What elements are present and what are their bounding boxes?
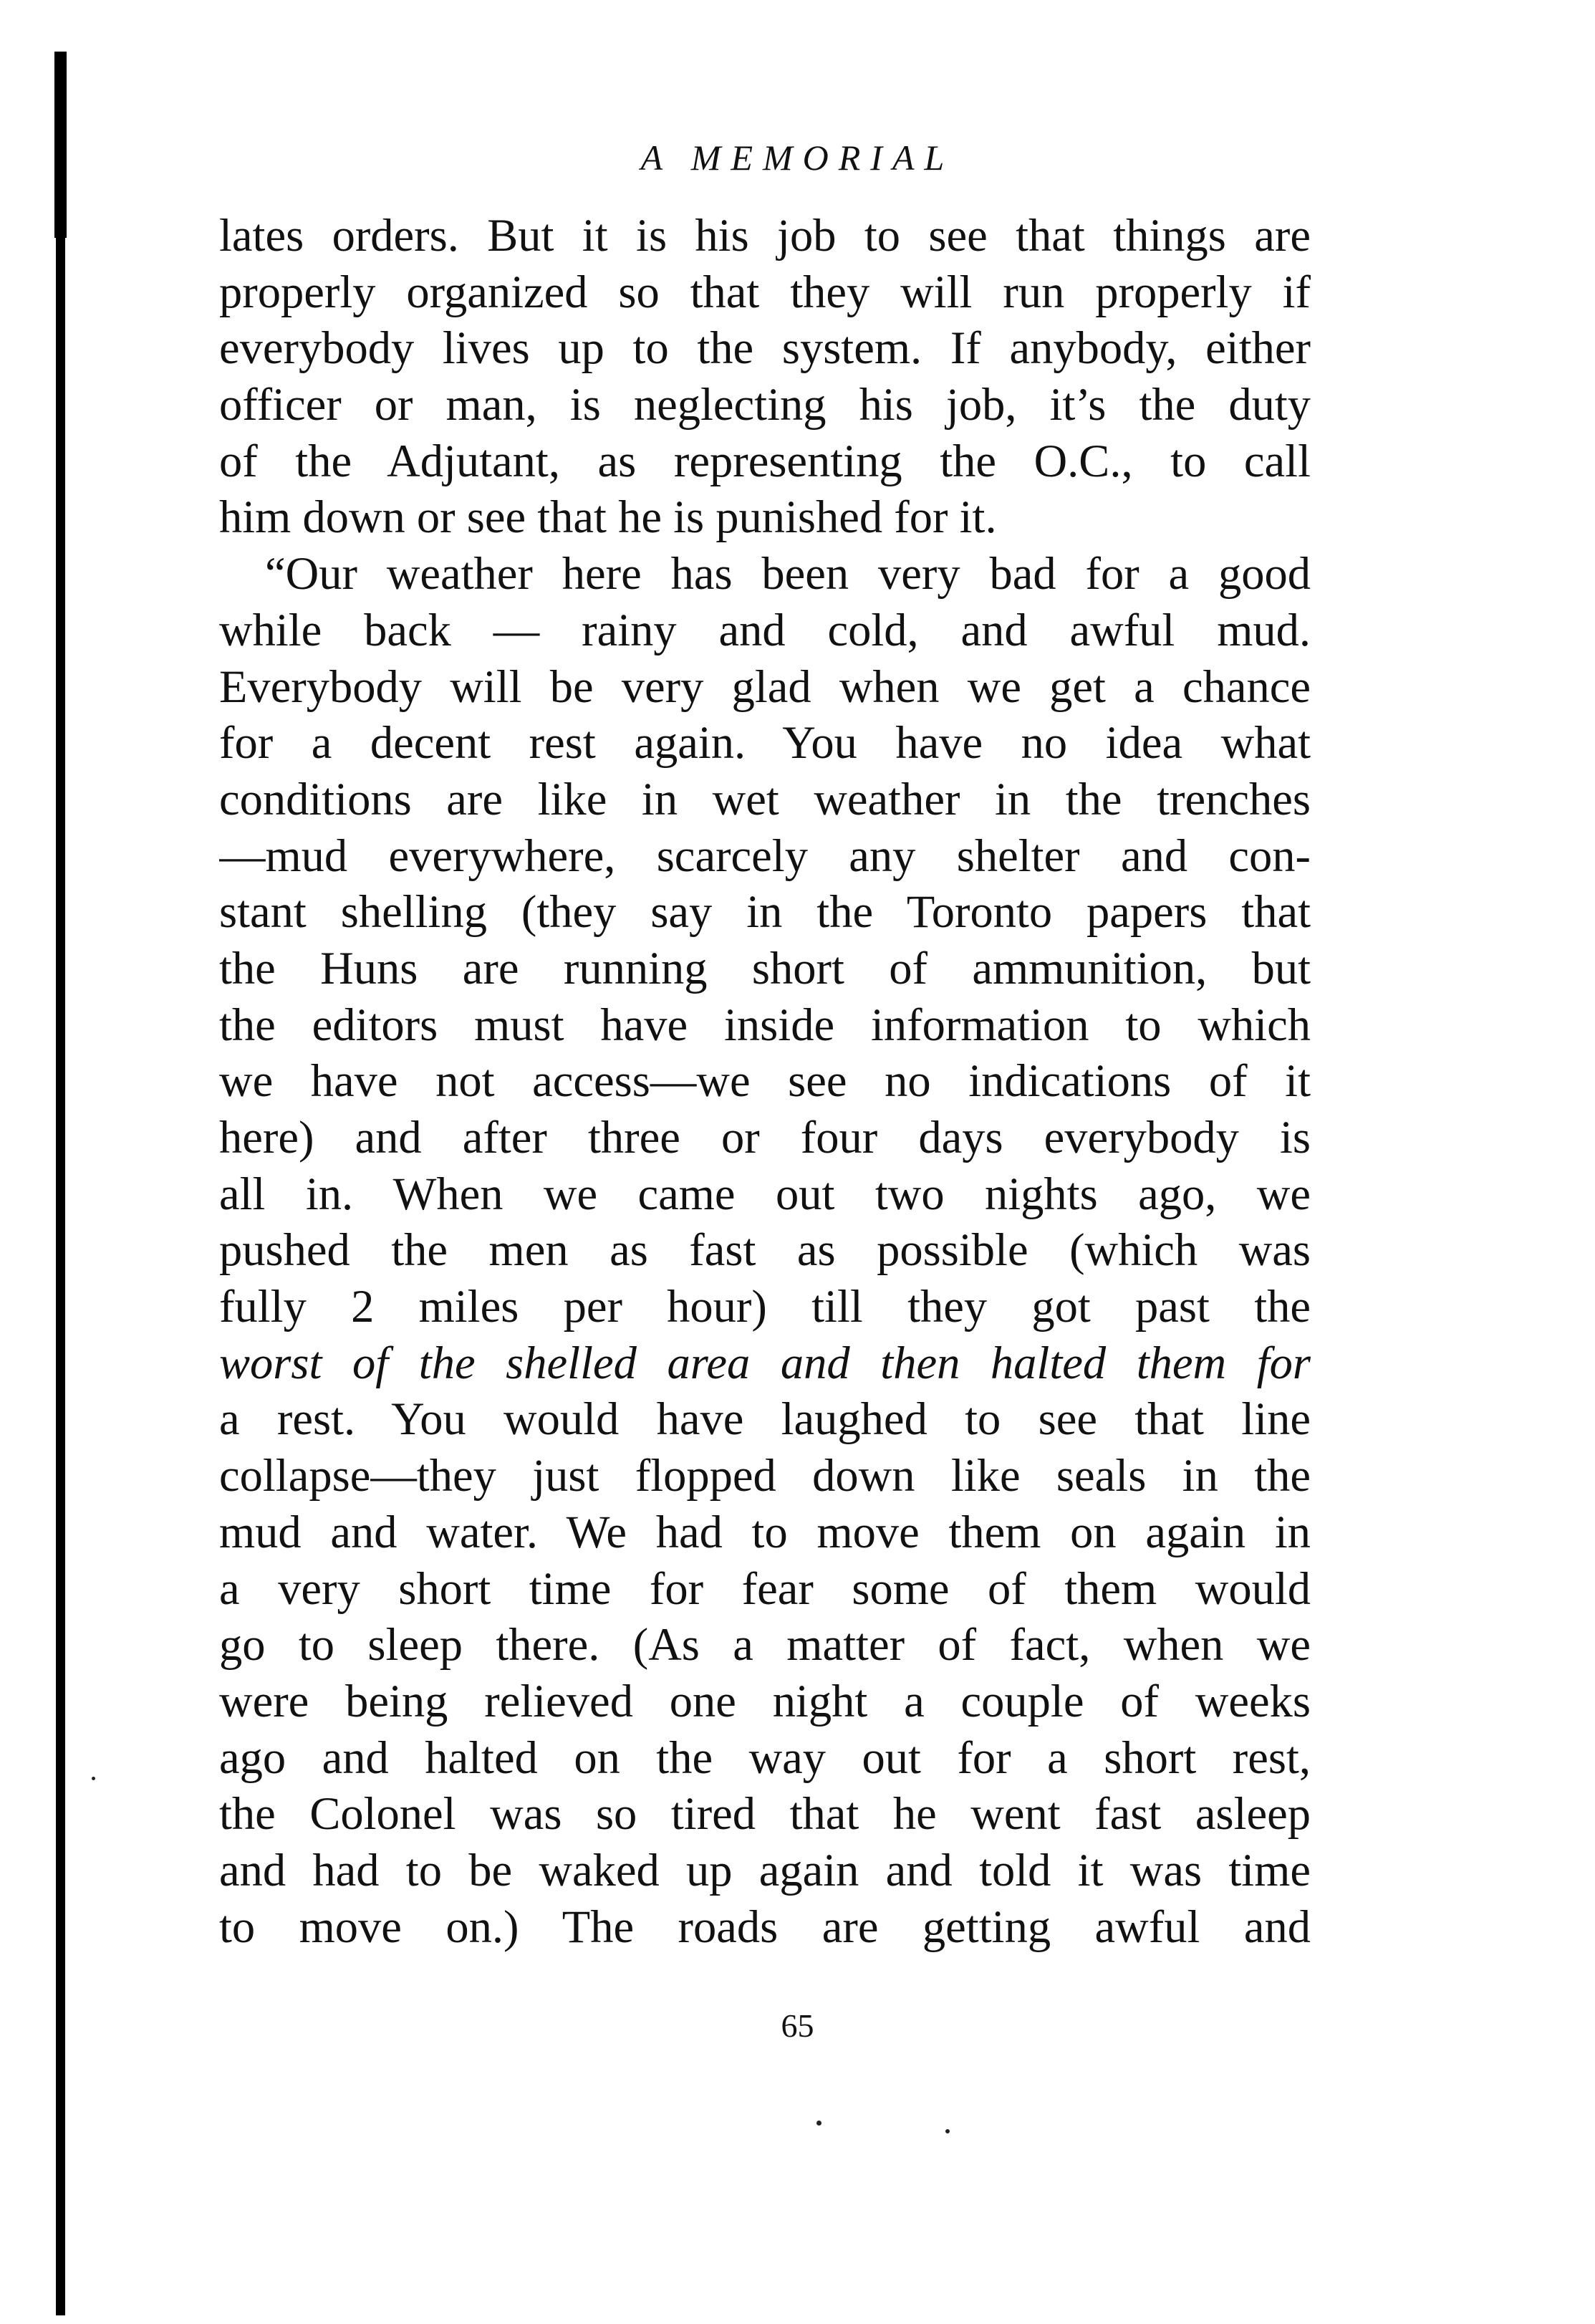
text-line: pushed the men as fast as possible (which was: [219, 1224, 1311, 1276]
text-line: a rest. You would have laughed to see that line: [219, 1393, 1311, 1445]
text-line: and had to be waked up again and told it was time: [219, 1844, 1311, 1896]
text-line: all in. When we came out two nights ago, we: [219, 1168, 1311, 1219]
text-line: go to sleep there. (As a matter of fact, when we: [219, 1619, 1311, 1671]
text-line: the Huns are running short of ammunition, but: [219, 942, 1311, 994]
text-line: worst of the shelled area and then halted them for: [219, 1337, 1311, 1388]
text-line: the Colonel was so tired that he went fast asleep: [219, 1788, 1311, 1840]
text-line: of the Adjutant, as representing the O.C., to call: [219, 435, 1311, 486]
scan-speck: [945, 2129, 950, 2133]
text-line: officer or man, is neglecting his job, it’s the duty: [219, 379, 1311, 431]
text-line: properly organized so that they will run properly if: [219, 266, 1311, 317]
scan-speck: [92, 1777, 95, 1780]
text-line: we have not access—we see no indications of it: [219, 1055, 1311, 1107]
text-line: here) and after three or four days everybody is: [219, 1112, 1311, 1163]
text-line: while back — rainy and cold, and awful mud.: [219, 604, 1311, 656]
text-line: mud and water. We had to move them on again in: [219, 1506, 1311, 1557]
text-line: lates orders. But it is his job to see that things are: [219, 210, 1311, 261]
text-line: were being relieved one night a couple of weeks: [219, 1675, 1311, 1727]
page-number: 65: [781, 2007, 814, 2044]
text-line: to move on.) The roads are getting awful and: [219, 1901, 1311, 1952]
text-line: “Our weather here has been very bad for a good: [265, 548, 1311, 600]
text-line: Everybody will be very glad when we get a chance: [219, 661, 1311, 712]
text-line: collapse—they just flopped down like seals in the: [219, 1450, 1311, 1502]
scan-speck: [816, 2121, 821, 2126]
text-line: conditions are like in wet weather in the trenches: [219, 773, 1311, 825]
text-line: him down or see that he is punished for it.: [219, 491, 997, 543]
text-line: for a decent rest again. You have no idea what: [219, 717, 1311, 769]
text-line: everybody lives up to the system. If anybody, either: [219, 322, 1311, 374]
text-line: ago and halted on the way out for a short rest,: [219, 1732, 1311, 1783]
text-line: the editors must have inside information to which: [219, 999, 1311, 1050]
running-head: A MEMORIAL: [640, 138, 955, 178]
binding-edge: [56, 52, 65, 2315]
body-text: [219, 208, 1311, 1955]
text-line: —mud everywhere, scarcely any shelter and con-: [219, 830, 1311, 881]
text-line: stant shelling (they say in the Toronto papers that: [219, 886, 1311, 938]
text-line: a very short time for fear some of them would: [219, 1562, 1311, 1614]
text-line: fully 2 miles per hour) till they got past the: [219, 1281, 1311, 1333]
